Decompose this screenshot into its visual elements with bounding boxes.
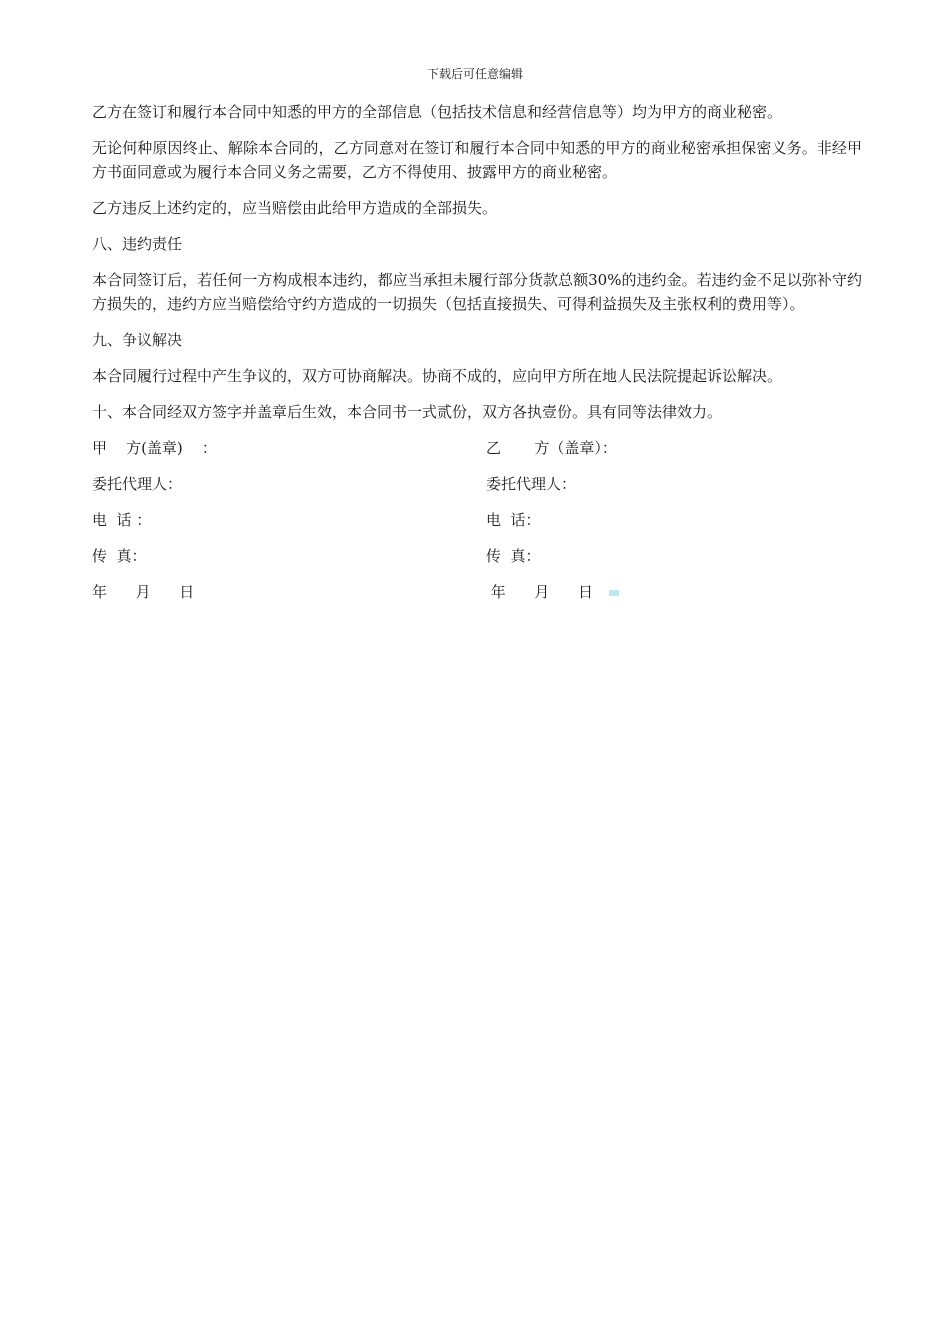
party-a-agent-label: 委托代理人： <box>92 475 183 493</box>
party-b-date-label: 年 月 日 <box>486 583 593 601</box>
paragraph-compensation: 乙方违反上述约定的，应当赔偿由此给甲方造成的全部损失。 <box>92 199 498 217</box>
signature-row-seal <box>92 436 862 472</box>
paragraph-confidential-info: 乙方在签订和履行本合同中知悉的甲方的全部信息（包括技术信息和经营信息等）均为甲方的商业秘密。 <box>92 103 783 121</box>
section-heading-breach: 八、违约责任 <box>92 235 183 253</box>
contract-body <box>92 100 862 616</box>
party-b-seal-label: 乙 方（盖章）： <box>486 439 617 457</box>
cursor-marker-icon <box>609 590 619 596</box>
party-a-phone-label: 电 话 ： <box>92 511 152 529</box>
section-heading-dispute: 九、争议解决 <box>92 331 183 349</box>
paragraph-breach-liability: 本合同签订后，若任何一方构成根本违约，都应当承担未履行部分货款总额30%的违约金。若违约金不足以弥补守约方损失的，违约方应当赔偿给守约方造成的一切损失（包括直接损失、可得利益损失及主张权利的费用等）。 <box>92 271 862 313</box>
signature-row-agent <box>92 472 862 508</box>
party-a-date-label: 年 月 日 <box>92 583 195 601</box>
party-b-agent-label: 委托代理人： <box>486 475 577 493</box>
party-b-fax-label: 传 真： <box>486 547 541 565</box>
signature-row-phone <box>92 508 862 544</box>
signature-block <box>92 436 862 616</box>
paragraph-dispute-resolution: 本合同履行过程中产生争议的，双方可协商解决。协商不成的，应向甲方所在地人民法院提起诉讼解决。 <box>92 367 783 385</box>
party-a-fax-label: 传 真： <box>92 547 147 565</box>
signature-row-fax <box>92 544 862 580</box>
paragraph-effectiveness: 十、本合同经双方签字并盖章后生效，本合同书一式贰份，双方各执壹份。具有同等法律效力。 <box>92 403 723 421</box>
party-b-date-cell <box>486 580 862 616</box>
signature-row-date <box>92 580 862 616</box>
paragraph-confidentiality-obligation: 无论何种原因终止、解除本合同的，乙方同意对在签订和履行本合同中知悉的甲方的商业秘密承担保密义务。非经甲方书面同意或为履行本合同义务之需要，乙方不得使用、披露甲方的商业秘密。 <box>92 139 862 181</box>
party-b-phone-label: 电 话： <box>486 511 541 529</box>
header-note: 下载后可任意编辑 <box>426 67 523 81</box>
party-a-seal-label: 甲 方(盖章) ： <box>92 439 217 457</box>
